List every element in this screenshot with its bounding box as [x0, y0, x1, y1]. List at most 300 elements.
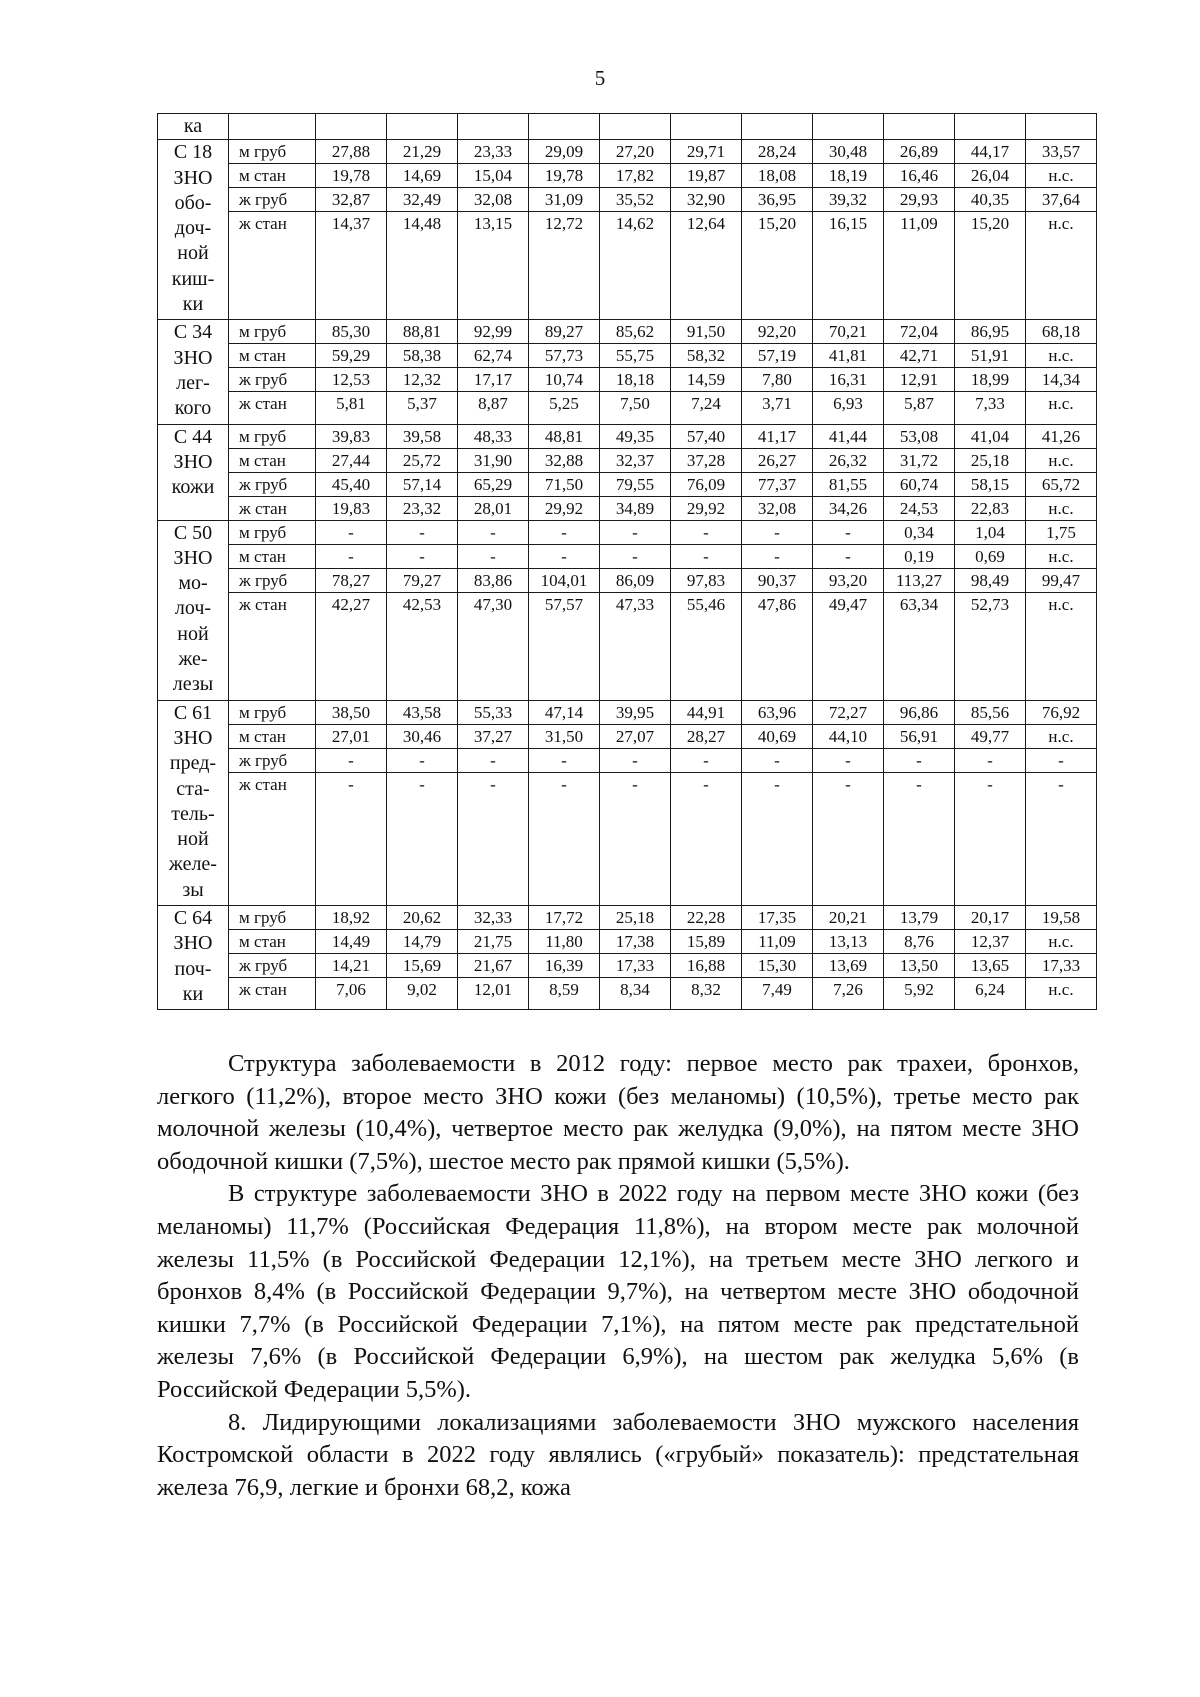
value-cell: 42,71: [884, 344, 955, 368]
value-cell: 27,88: [316, 140, 387, 164]
localization-label-line: ЗНО: [173, 932, 213, 955]
localization-label-line: ЗНО: [173, 726, 213, 749]
value-cell: 92,20: [742, 320, 813, 344]
value-cell: 16,46: [884, 164, 955, 188]
value-cell: 7,50: [600, 392, 671, 424]
value-cell: 32,88: [529, 448, 600, 472]
value-cell: -: [387, 544, 458, 568]
value-cell: 47,14: [529, 700, 600, 724]
table-row: [158, 978, 1097, 1010]
indicator-cell: ж груб: [229, 568, 316, 592]
value-cell: 17,72: [529, 906, 600, 930]
value-cell: -: [316, 520, 387, 544]
value-cell: 16,88: [671, 954, 742, 978]
value-cell: 13,15: [458, 212, 529, 320]
localization-label-line: ной: [177, 622, 209, 645]
value-cell: 32,90: [671, 188, 742, 212]
value-cell: 0,19: [884, 544, 955, 568]
localization-label-line: лоч-: [174, 597, 212, 620]
value-cell: 44,10: [813, 724, 884, 748]
value-cell: 14,69: [387, 164, 458, 188]
value-cell: 58,38: [387, 344, 458, 368]
value-cell: 7,80: [742, 368, 813, 392]
value-cell: 14,48: [387, 212, 458, 320]
value-cell: 81,55: [813, 472, 884, 496]
value-cell: 17,33: [600, 954, 671, 978]
value-cell: 49,47: [813, 592, 884, 700]
value-cell: 55,33: [458, 700, 529, 724]
value-cell: н.с.: [1026, 496, 1097, 520]
value-cell: -: [742, 748, 813, 772]
value-cell: 11,80: [529, 930, 600, 954]
empty-cell: [458, 114, 529, 140]
value-cell: -: [742, 520, 813, 544]
localization-label-line: киш-: [171, 267, 215, 290]
table-row: [158, 212, 1097, 320]
indicator-cell: м груб: [229, 520, 316, 544]
localization-label: [158, 906, 229, 1010]
localization-label: [158, 320, 229, 424]
value-cell: 49,77: [955, 724, 1026, 748]
value-cell: 34,89: [600, 496, 671, 520]
localization-label-line: С 61: [173, 701, 213, 724]
value-cell: 28,24: [742, 140, 813, 164]
value-cell: 86,09: [600, 568, 671, 592]
value-cell: 79,27: [387, 568, 458, 592]
value-cell: 29,92: [671, 496, 742, 520]
value-cell: -: [600, 748, 671, 772]
value-cell: 55,46: [671, 592, 742, 700]
table-row: [158, 368, 1097, 392]
value-cell: 18,92: [316, 906, 387, 930]
localization-label-line: пред-: [169, 752, 217, 775]
value-cell: -: [458, 748, 529, 772]
indicator-cell: ж груб: [229, 188, 316, 212]
table-row: [158, 188, 1097, 212]
value-cell: -: [671, 520, 742, 544]
value-cell: -: [458, 520, 529, 544]
table-row: [158, 544, 1097, 568]
value-cell: 57,19: [742, 344, 813, 368]
value-cell: 41,17: [742, 424, 813, 448]
value-cell: 5,87: [884, 392, 955, 424]
value-cell: 15,30: [742, 954, 813, 978]
value-cell: -: [316, 772, 387, 905]
value-cell: 92,99: [458, 320, 529, 344]
value-cell: -: [884, 772, 955, 905]
value-cell: -: [955, 748, 1026, 772]
value-cell: 41,04: [955, 424, 1026, 448]
indicator-cell: м стан: [229, 544, 316, 568]
localization-label-line: тель-: [171, 802, 215, 825]
value-cell: 41,81: [813, 344, 884, 368]
body-text: [157, 1048, 1079, 1504]
value-cell: 18,08: [742, 164, 813, 188]
value-cell: 63,34: [884, 592, 955, 700]
value-cell: 27,44: [316, 448, 387, 472]
localization-label-line: доч-: [174, 217, 212, 240]
value-cell: н.с.: [1026, 164, 1097, 188]
value-cell: 7,33: [955, 392, 1026, 424]
value-cell: 76,09: [671, 472, 742, 496]
localization-label: [158, 424, 229, 520]
indicator-cell: м стан: [229, 930, 316, 954]
value-cell: 14,21: [316, 954, 387, 978]
value-cell: -: [387, 520, 458, 544]
indicator-cell: м стан: [229, 164, 316, 188]
localization-label-line: ки: [182, 982, 204, 1005]
localization-label-line: С 44: [173, 425, 213, 448]
value-cell: -: [316, 748, 387, 772]
value-cell: 39,95: [600, 700, 671, 724]
value-cell: 7,26: [813, 978, 884, 1010]
value-cell: 13,65: [955, 954, 1026, 978]
value-cell: 13,69: [813, 954, 884, 978]
value-cell: 58,32: [671, 344, 742, 368]
value-cell: 104,01: [529, 568, 600, 592]
value-cell: 12,91: [884, 368, 955, 392]
statistics-table: [157, 113, 1097, 1010]
value-cell: 18,19: [813, 164, 884, 188]
value-cell: н.с.: [1026, 544, 1097, 568]
value-cell: 52,73: [955, 592, 1026, 700]
value-cell: 20,17: [955, 906, 1026, 930]
indicator-cell: м груб: [229, 140, 316, 164]
table-row: [158, 520, 1097, 544]
value-cell: 91,50: [671, 320, 742, 344]
value-cell: 77,37: [742, 472, 813, 496]
table-row: [158, 496, 1097, 520]
value-cell: -: [600, 520, 671, 544]
empty-cell: [813, 114, 884, 140]
table-row: [158, 700, 1097, 724]
indicator-cell: ж стан: [229, 212, 316, 320]
indicator-cell: ж груб: [229, 472, 316, 496]
value-cell: -: [742, 772, 813, 905]
value-cell: 96,86: [884, 700, 955, 724]
paragraph: Структура заболеваемости в 2012 году: первое место рак трахеи, бронхов, легкого (11,2%), второе место ЗНО кожи (без меланомы) (10,5%), третье место рак молочной железы (10,4%), четвертое место рак желудка (9,0%), на пятом месте ЗНО ободочной кишки (7,5%), шестое место рак прямой кишки (5,5%).: [157, 1050, 1079, 1175]
value-cell: 18,18: [600, 368, 671, 392]
continued-label: ка: [158, 114, 229, 140]
value-cell: 16,39: [529, 954, 600, 978]
continued-row: [158, 114, 1097, 140]
value-cell: н.с.: [1026, 930, 1097, 954]
value-cell: 28,27: [671, 724, 742, 748]
localization-label-line: ста-: [176, 777, 210, 800]
value-cell: 99,47: [1026, 568, 1097, 592]
value-cell: 79,55: [600, 472, 671, 496]
indicator-cell: ж стан: [229, 392, 316, 424]
value-cell: 18,99: [955, 368, 1026, 392]
value-cell: 39,58: [387, 424, 458, 448]
value-cell: 57,40: [671, 424, 742, 448]
value-cell: 98,49: [955, 568, 1026, 592]
indicator-cell: ж стан: [229, 772, 316, 905]
value-cell: 85,56: [955, 700, 1026, 724]
value-cell: 42,27: [316, 592, 387, 700]
value-cell: 57,57: [529, 592, 600, 700]
localization-label-line: обо-: [174, 191, 212, 214]
value-cell: -: [458, 544, 529, 568]
value-cell: 39,32: [813, 188, 884, 212]
empty-cell: [229, 114, 316, 140]
value-cell: -: [955, 772, 1026, 905]
value-cell: 37,28: [671, 448, 742, 472]
value-cell: 70,21: [813, 320, 884, 344]
value-cell: н.с.: [1026, 212, 1097, 320]
value-cell: 44,17: [955, 140, 1026, 164]
value-cell: 76,92: [1026, 700, 1097, 724]
value-cell: -: [671, 772, 742, 905]
value-cell: 25,18: [955, 448, 1026, 472]
localization-label-line: ЗНО: [173, 546, 213, 569]
value-cell: 32,37: [600, 448, 671, 472]
value-cell: н.с.: [1026, 392, 1097, 424]
value-cell: 28,01: [458, 496, 529, 520]
value-cell: 32,08: [742, 496, 813, 520]
value-cell: 65,29: [458, 472, 529, 496]
value-cell: -: [1026, 748, 1097, 772]
value-cell: 3,71: [742, 392, 813, 424]
value-cell: -: [813, 772, 884, 905]
value-cell: 21,29: [387, 140, 458, 164]
value-cell: 32,08: [458, 188, 529, 212]
empty-cell: [884, 114, 955, 140]
value-cell: 5,37: [387, 392, 458, 424]
value-cell: 22,28: [671, 906, 742, 930]
value-cell: 27,20: [600, 140, 671, 164]
value-cell: -: [813, 544, 884, 568]
value-cell: 12,37: [955, 930, 1026, 954]
localization-label: [158, 700, 229, 905]
value-cell: 42,53: [387, 592, 458, 700]
value-cell: 49,35: [600, 424, 671, 448]
indicator-cell: м груб: [229, 320, 316, 344]
table-row: [158, 772, 1097, 905]
table-row: [158, 344, 1097, 368]
value-cell: 29,92: [529, 496, 600, 520]
value-cell: 12,53: [316, 368, 387, 392]
value-cell: 1,75: [1026, 520, 1097, 544]
empty-cell: [600, 114, 671, 140]
localization-label-line: ной: [177, 242, 209, 265]
value-cell: 35,52: [600, 188, 671, 212]
value-cell: 48,81: [529, 424, 600, 448]
value-cell: 5,25: [529, 392, 600, 424]
localization-label-line: желе-: [169, 853, 217, 876]
value-cell: 90,37: [742, 568, 813, 592]
value-cell: 0,34: [884, 520, 955, 544]
localization-label-line: лезы: [172, 673, 214, 696]
value-cell: 19,87: [671, 164, 742, 188]
value-cell: 17,17: [458, 368, 529, 392]
value-cell: 21,75: [458, 930, 529, 954]
value-cell: 31,50: [529, 724, 600, 748]
value-cell: 19,58: [1026, 906, 1097, 930]
value-cell: 29,93: [884, 188, 955, 212]
indicator-cell: м груб: [229, 424, 316, 448]
value-cell: 32,33: [458, 906, 529, 930]
value-cell: 41,44: [813, 424, 884, 448]
value-cell: -: [1026, 772, 1097, 905]
localization-label-line: ки: [182, 293, 204, 316]
value-cell: 24,53: [884, 496, 955, 520]
table-row: [158, 930, 1097, 954]
value-cell: 53,08: [884, 424, 955, 448]
value-cell: 39,83: [316, 424, 387, 448]
empty-cell: [671, 114, 742, 140]
empty-cell: [529, 114, 600, 140]
table-row: [158, 472, 1097, 496]
table-row: [158, 140, 1097, 164]
value-cell: 32,49: [387, 188, 458, 212]
value-cell: 12,01: [458, 978, 529, 1010]
indicator-cell: м стан: [229, 448, 316, 472]
empty-cell: [1026, 114, 1097, 140]
value-cell: 63,96: [742, 700, 813, 724]
value-cell: 29,71: [671, 140, 742, 164]
value-cell: 40,69: [742, 724, 813, 748]
value-cell: 32,87: [316, 188, 387, 212]
indicator-cell: ж груб: [229, 748, 316, 772]
localization-label-line: же-: [178, 648, 208, 671]
value-cell: 78,27: [316, 568, 387, 592]
value-cell: 30,46: [387, 724, 458, 748]
table-row: [158, 568, 1097, 592]
table-row: [158, 320, 1097, 344]
value-cell: 22,83: [955, 496, 1026, 520]
value-cell: 30,48: [813, 140, 884, 164]
localization-label-line: ной: [177, 828, 209, 851]
value-cell: -: [529, 772, 600, 905]
value-cell: 14,49: [316, 930, 387, 954]
value-cell: 20,21: [813, 906, 884, 930]
value-cell: 55,75: [600, 344, 671, 368]
value-cell: 5,81: [316, 392, 387, 424]
value-cell: 16,31: [813, 368, 884, 392]
indicator-cell: ж стан: [229, 592, 316, 700]
value-cell: 83,86: [458, 568, 529, 592]
value-cell: 26,04: [955, 164, 1026, 188]
value-cell: 17,82: [600, 164, 671, 188]
value-cell: 59,29: [316, 344, 387, 368]
paragraph: 8. Лидирующими локализациями заболеваемости ЗНО мужского населения Костромской области в 2022 году являлись («грубый» показатель): предстательная железа 76,9, легкие и бронхи 68,2, кожа: [157, 1408, 1079, 1501]
value-cell: 19,83: [316, 496, 387, 520]
value-cell: 13,79: [884, 906, 955, 930]
value-cell: 31,90: [458, 448, 529, 472]
value-cell: 8,76: [884, 930, 955, 954]
value-cell: -: [742, 544, 813, 568]
table-row: [158, 724, 1097, 748]
value-cell: 44,91: [671, 700, 742, 724]
value-cell: 14,62: [600, 212, 671, 320]
value-cell: -: [884, 748, 955, 772]
value-cell: -: [600, 544, 671, 568]
value-cell: 29,09: [529, 140, 600, 164]
value-cell: 14,34: [1026, 368, 1097, 392]
value-cell: 62,74: [458, 344, 529, 368]
value-cell: 19,78: [529, 164, 600, 188]
indicator-cell: ж груб: [229, 368, 316, 392]
value-cell: -: [529, 520, 600, 544]
value-cell: 60,74: [884, 472, 955, 496]
value-cell: 1,04: [955, 520, 1026, 544]
value-cell: н.с.: [1026, 978, 1097, 1010]
value-cell: 15,04: [458, 164, 529, 188]
indicator-cell: ж груб: [229, 954, 316, 978]
value-cell: 45,40: [316, 472, 387, 496]
value-cell: 23,33: [458, 140, 529, 164]
table-row: [158, 748, 1097, 772]
localization-label-line: кожи: [171, 476, 215, 499]
localization-label-line: ЗНО: [173, 346, 213, 369]
value-cell: 57,73: [529, 344, 600, 368]
value-cell: 20,62: [387, 906, 458, 930]
value-cell: 40,35: [955, 188, 1026, 212]
value-cell: 8,32: [671, 978, 742, 1010]
table-row: [158, 424, 1097, 448]
value-cell: 19,78: [316, 164, 387, 188]
empty-cell: [955, 114, 1026, 140]
value-cell: -: [529, 748, 600, 772]
indicator-cell: м груб: [229, 700, 316, 724]
value-cell: 8,87: [458, 392, 529, 424]
value-cell: 7,06: [316, 978, 387, 1010]
empty-cell: [316, 114, 387, 140]
indicator-cell: м стан: [229, 344, 316, 368]
value-cell: 11,09: [742, 930, 813, 954]
localization-label-line: ЗНО: [173, 450, 213, 473]
value-cell: 14,59: [671, 368, 742, 392]
value-cell: 6,24: [955, 978, 1026, 1010]
value-cell: 6,93: [813, 392, 884, 424]
value-cell: 16,15: [813, 212, 884, 320]
value-cell: 7,49: [742, 978, 813, 1010]
value-cell: 25,72: [387, 448, 458, 472]
value-cell: 47,30: [458, 592, 529, 700]
value-cell: -: [813, 748, 884, 772]
value-cell: 12,32: [387, 368, 458, 392]
indicator-cell: ж стан: [229, 496, 316, 520]
value-cell: 26,27: [742, 448, 813, 472]
localization-label-line: кого: [174, 397, 212, 420]
localization-label-line: поч-: [174, 957, 212, 980]
value-cell: 113,27: [884, 568, 955, 592]
value-cell: 13,13: [813, 930, 884, 954]
localization-label-line: С 64: [173, 907, 213, 930]
value-cell: 97,83: [671, 568, 742, 592]
value-cell: 12,72: [529, 212, 600, 320]
value-cell: 88,81: [387, 320, 458, 344]
value-cell: 86,95: [955, 320, 1026, 344]
value-cell: 14,79: [387, 930, 458, 954]
value-cell: 57,14: [387, 472, 458, 496]
value-cell: -: [387, 748, 458, 772]
value-cell: 31,72: [884, 448, 955, 472]
value-cell: н.с.: [1026, 724, 1097, 748]
indicator-cell: ж стан: [229, 978, 316, 1010]
value-cell: 17,35: [742, 906, 813, 930]
value-cell: 5,92: [884, 978, 955, 1010]
localization-label-line: зы: [182, 878, 204, 901]
value-cell: 15,20: [742, 212, 813, 320]
value-cell: 37,27: [458, 724, 529, 748]
value-cell: 27,01: [316, 724, 387, 748]
value-cell: 34,26: [813, 496, 884, 520]
table-row: [158, 164, 1097, 188]
localization-label-line: С 34: [173, 321, 213, 344]
value-cell: -: [458, 772, 529, 905]
